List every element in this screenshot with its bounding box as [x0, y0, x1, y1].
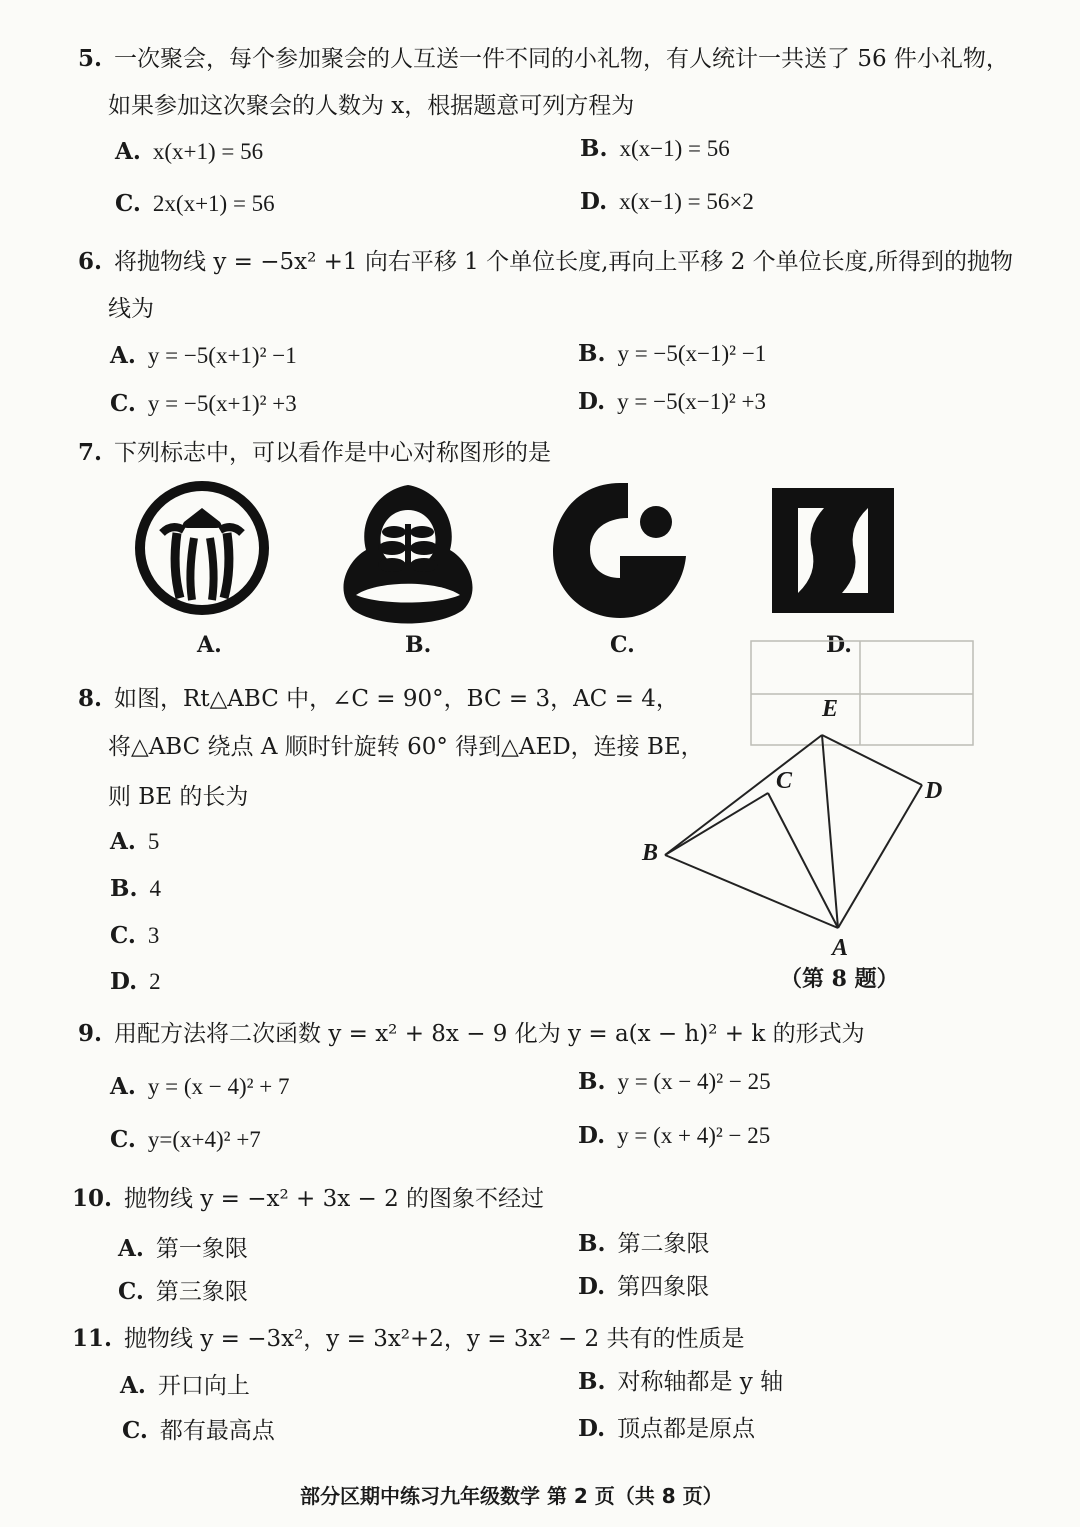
question-8-option-a: A. 5 [110, 828, 160, 855]
figure-point-a: A [832, 935, 849, 961]
question-text: 用配方法将二次函数 y = x² + 8x − 9 化为 y = a(x − h)² + k 的形式为 [114, 1021, 865, 1047]
question-10-stem [72, 1180, 544, 1213]
question-10-option-d: D. 第四象限 [578, 1273, 710, 1300]
question-8-stem-3: 则 BE 的长为 [108, 784, 249, 810]
question-6-option-c: C. y = −5(x+1)² +3 [110, 390, 297, 417]
figure-point-b: B [642, 840, 659, 866]
question-10-option-c: C. 第三象限 [118, 1278, 248, 1305]
figure-point-d: D [925, 778, 943, 804]
question-6-stem-1 [78, 243, 1013, 276]
question-9-stem [78, 1015, 865, 1048]
logo-b-figure [328, 480, 488, 625]
question-10-option-b: B. 第二象限 [578, 1230, 710, 1257]
figure-point-e: E [822, 696, 839, 722]
question-number: 9. [78, 1020, 103, 1047]
question-6-option-a: A. y = −5(x+1)² −1 [110, 342, 297, 369]
question-number: 7. [78, 439, 103, 466]
figure-caption: （第 8 题） [780, 966, 899, 992]
logo-a-figure [132, 478, 272, 618]
figure-point-c: C [776, 768, 793, 794]
question-text: 抛物线 y = −3x²，y = 3x²+2，y = 3x² − 2 共有的性质是 [124, 1326, 745, 1352]
logo-c-figure [548, 478, 693, 623]
question-5-option-b: B. x(x−1) = 56 [580, 135, 730, 162]
question-text: 将抛物线 y = −5x² +1 向右平移 1 个单位长度,再向上平移 2 个单位长度,所得到的抛物 [114, 249, 1013, 275]
question-5-stem-2: 如果参加这次聚会的人数为 x，根据题意可列方程为 [108, 93, 635, 119]
question-8-option-b: B. 4 [110, 875, 161, 902]
question-number: 8. [78, 685, 103, 712]
question-5-stem-1 [78, 40, 1009, 73]
question-8-stem-1 [78, 680, 679, 713]
question-number: 5. [78, 45, 103, 72]
page-footer: 部分区期中练习九年级数学 第 2 页（共 8 页） [300, 1484, 723, 1508]
question-6-option-b: B. y = −5(x−1)² −1 [578, 340, 767, 367]
question-9-option-c: C. y=(x+4)² +7 [110, 1126, 261, 1153]
question-text: 如图，Rt△ABC 中，∠C = 90°，BC = 3，AC = 4， [114, 686, 679, 712]
question-number: 11. [72, 1325, 113, 1352]
question-text: 一次聚会，每个参加聚会的人互送一件不同的小礼物，有人统计一共送了 56 件小礼物， [114, 46, 1009, 72]
question-6-option-d: D. y = −5(x−1)² +3 [578, 388, 766, 415]
logo-c-label: C. [610, 632, 635, 658]
question-5-option-d: D. x(x−1) = 56×2 [580, 188, 754, 215]
question-11-option-b: B. 对称轴都是 y 轴 [578, 1368, 784, 1395]
question-5-option-a: A. x(x+1) = 56 [115, 138, 264, 165]
question-9-option-a: A. y = (x − 4)² + 7 [110, 1073, 290, 1100]
question-11-stem [72, 1320, 744, 1353]
logo-a-label: A. [197, 632, 222, 658]
logo-b-label: B. [405, 632, 432, 658]
logo-d-label: D. [826, 632, 852, 658]
question-9-option-b: B. y = (x − 4)² − 25 [578, 1068, 771, 1095]
question-11-option-c: C. 都有最高点 [122, 1417, 275, 1444]
question-11-option-a: A. 开口向上 [120, 1372, 250, 1399]
question-9-option-d: D. y = (x + 4)² − 25 [578, 1122, 771, 1149]
question-number: 6. [78, 248, 103, 275]
question-6-stem-2: 线为 [108, 296, 154, 322]
question-10-option-a: A. 第一象限 [118, 1235, 248, 1262]
logo-d-figure [772, 488, 894, 613]
question-number: 10. [72, 1185, 113, 1212]
question-8-option-d: D. 2 [110, 968, 161, 995]
question-8-stem-2: 将△ABC 绕点 A 顺时针旋转 60° 得到△AED，连接 BE， [108, 734, 704, 760]
question-11-option-d: D. 顶点都是原点 [578, 1415, 756, 1442]
question-text: 下列标志中，可以看作是中心对称图形的是 [114, 440, 552, 466]
question-5-option-c: C. 2x(x+1) = 56 [115, 190, 275, 217]
question-8-figure [640, 700, 960, 950]
question-8-option-c: C. 3 [110, 922, 160, 949]
question-text: 抛物线 y = −x² + 3x − 2 的图象不经过 [124, 1186, 545, 1212]
question-7-stem [78, 434, 551, 467]
